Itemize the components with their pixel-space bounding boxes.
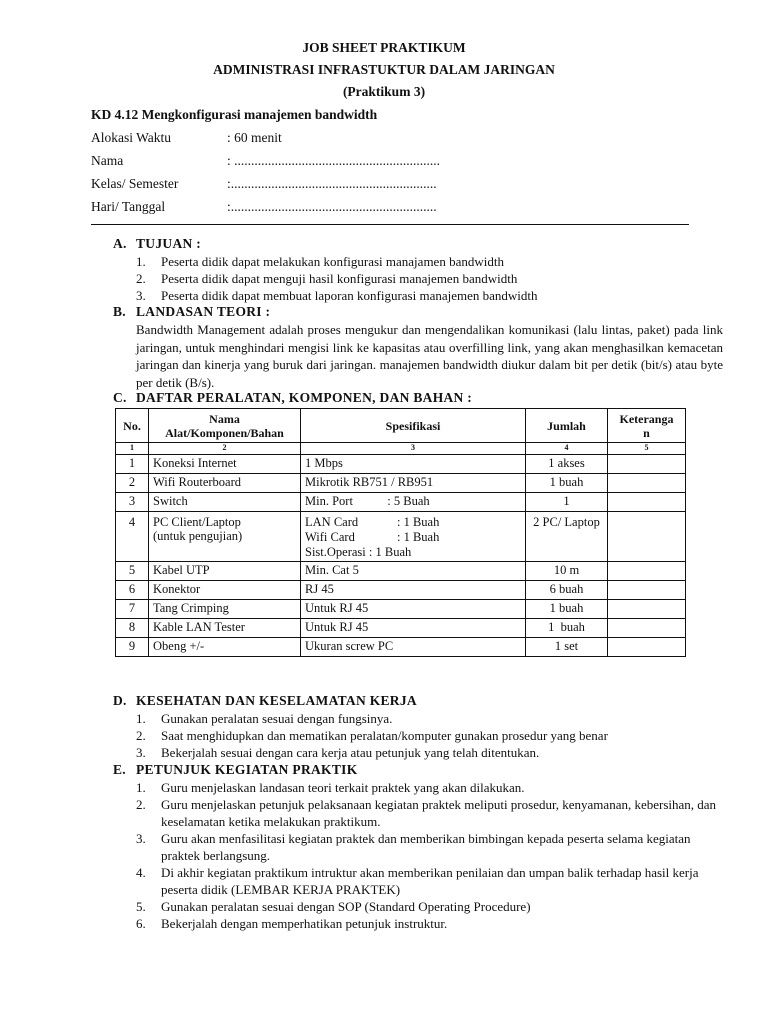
table-row: 1 Koneksi Internet 1 Mbps 1 akses	[116, 455, 686, 474]
section-c-heading	[113, 390, 472, 406]
k3-list	[136, 710, 723, 761]
section-title: TUJUAN :	[136, 236, 202, 251]
column-number: 1	[116, 443, 149, 455]
column-number: 4	[526, 443, 608, 455]
list-item: 2. Guru menjelaskan petunjuk pelaksanaan kegiatan praktek meliputi prosedur, kenyamanan, kebersihan, dan keselamatan ketika melakukan praktikum.	[136, 797, 717, 829]
section-letter: E.	[113, 762, 126, 777]
section-letter: C.	[113, 390, 127, 405]
list-item: 3. Bekerjalah sesuai dengan cara kerja atau petunjuk yang telah ditentukan.	[136, 745, 540, 760]
col-header-nama: Nama Alat/Komponen/Bahan	[149, 409, 301, 443]
list-item: 4. Di akhir kegiatan praktikum intruktur akan memberikan penilaian dan umpan balik terhadap hasil kerja peserta didik (LEMBAR KERJA PRAKTEK)	[136, 865, 699, 897]
table-row: 6 Konektor RJ 45 6 buah	[116, 581, 686, 600]
col-header-keterangan: Keteranga n	[608, 409, 686, 443]
section-d-heading	[113, 693, 417, 709]
info-value: :.............................................................	[227, 176, 437, 191]
column-number-row	[116, 443, 686, 455]
info-label: Hari/ Tanggal	[91, 199, 166, 214]
doc-subtitle: ADMINISTRASI INFRASTUKTUR DALAM JARINGAN	[213, 62, 555, 77]
list-item: 5. Gunakan peralatan sesuai dengan SOP (Standard Operating Procedure)	[136, 899, 531, 914]
section-letter: B.	[113, 304, 126, 319]
col-header-spesifikasi: Spesifikasi	[301, 409, 526, 443]
section-a-heading	[113, 236, 201, 252]
table-row: 5 Kabel UTP Min. Cat 5 10 m	[116, 562, 686, 581]
list-item: 3. Peserta didik dapat membuat laporan konfigurasi manajemen bandwidth	[136, 288, 538, 303]
list-item: 2. Saat menghidupkan dan mematikan peralatan/komputer gunakan prosedur yang benar	[136, 728, 608, 743]
equipment-table	[115, 408, 686, 657]
list-item: 6. Bekerjalah dengan memperhatikan petunjuk instruktur.	[136, 916, 448, 931]
table-row: 3 Switch Min. Port : 5 Buah 1	[116, 493, 686, 512]
list-item: 2. Peserta didik dapat menguji hasil konfigurasi manajemen bandwidth	[136, 271, 518, 286]
col-header-no: No.	[116, 409, 149, 443]
petunjuk-list	[136, 779, 723, 932]
doc-practicum-number: (Praktikum 3)	[342, 84, 426, 99]
table-row: 2 Wifi Routerboard Mikrotik RB751 / RB951 1 buah	[116, 474, 686, 493]
section-b-heading	[113, 304, 270, 320]
list-item: 1. Gunakan peralatan sesuai dengan fungsinya.	[136, 711, 393, 726]
kd-heading: KD 4.12 Mengkonfigurasi manajemen bandwidth	[91, 107, 378, 122]
list-item: 1. Guru menjelaskan landasan teori terkait praktek yang akan dilakukan.	[136, 780, 525, 795]
list-item: 3. Guru akan menfasilitasi kegiatan praktek dan memberikan bimbingan kepada peserta selama kegiatan praktek berlangsung.	[136, 831, 691, 863]
table-row: 4 PC Client/Laptop (untuk pengujian) LAN Card : 1 Buah Wifi Card : 1 Buah Sist.Operasi : 1 Buah 2 PC/ Laptop	[116, 512, 686, 562]
section-letter: A.	[113, 236, 127, 251]
col-header-jumlah: Jumlah	[526, 409, 608, 443]
table-row: 8 Kable LAN Tester Untuk RJ 45 1 buah	[116, 619, 686, 638]
section-title: KESEHATAN DAN KESELAMATAN KERJA	[136, 693, 417, 708]
info-label: Nama	[91, 153, 124, 168]
list-item: 1. Peserta didik dapat melakukan konfigurasi manajamen bandwidth	[136, 254, 504, 269]
info-label: Alokasi Waktu	[91, 130, 172, 145]
section-title: PETUNJUK KEGIATAN PRAKTIK	[136, 762, 358, 777]
column-number: 3	[301, 443, 526, 455]
section-e-heading	[113, 762, 358, 778]
landasan-teori-paragraph: Bandwidth Management adalah proses mengukur dan mengendalikan komunikasi (lalu lintas, paket) pada link jaringan, untuk menghindari mengisi link ke kapasitas atau overfilling link, yang akan menghasilkan kemacetan jaringan dan kinerja yang buruk dari jaringan. manajemen bandwidth diukur dalam bit per detik (bit/s) atau byte per detik (B/s).	[136, 322, 723, 390]
table-row: 9 Obeng +/- Ukuran screw PC 1 set	[116, 638, 686, 657]
tujuan-list	[136, 253, 723, 304]
section-letter: D.	[113, 693, 127, 708]
column-number: 5	[608, 443, 686, 455]
doc-title: JOB SHEET PRAKTIKUM	[302, 40, 466, 55]
info-label: Kelas/ Semester	[91, 176, 179, 191]
section-title: DAFTAR PERALATAN, KOMPONEN, DAN BAHAN :	[136, 390, 473, 405]
table-header-row	[116, 409, 686, 443]
header-divider	[91, 224, 689, 225]
column-number: 2	[149, 443, 301, 455]
info-value: : 60 menit	[227, 130, 282, 145]
info-value: :.............................................................	[227, 199, 437, 214]
section-title: LANDASAN TEORI :	[136, 304, 271, 319]
info-value: : .............................................................	[227, 153, 441, 168]
table-row: 7 Tang Crimping Untuk RJ 45 1 buah	[116, 600, 686, 619]
